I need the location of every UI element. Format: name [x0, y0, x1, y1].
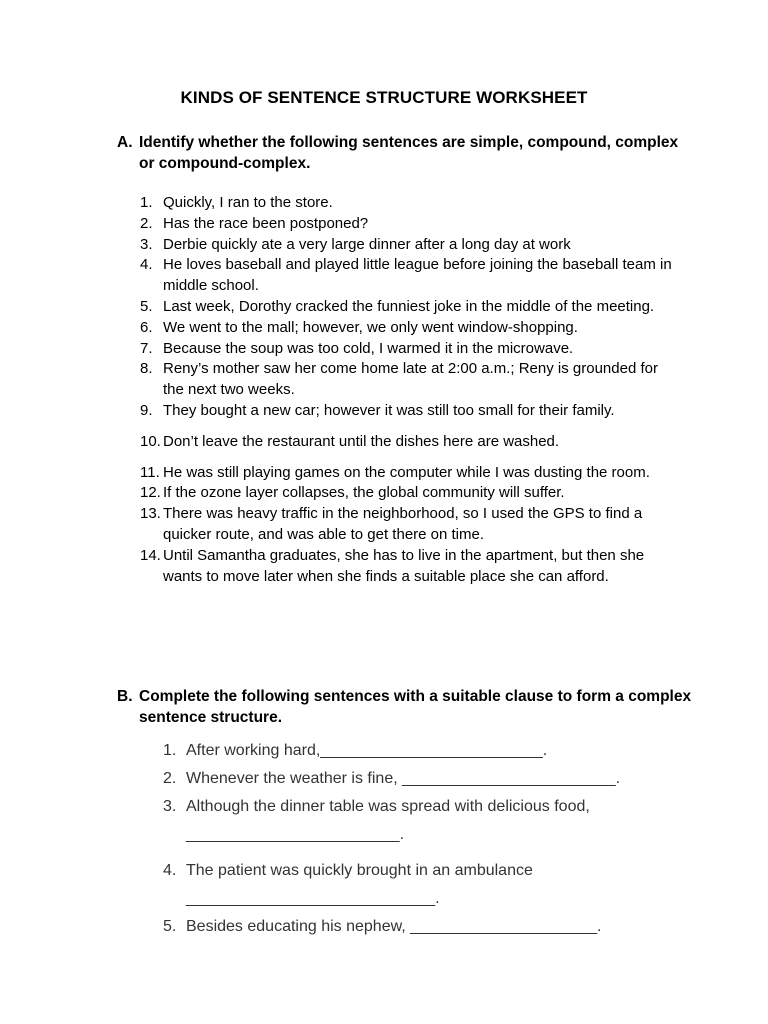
list-item	[140, 235, 680, 256]
list-item	[163, 765, 683, 793]
item-text: Although the dinner table was spread with delicious food, ________________________.	[186, 798, 590, 843]
item-text: He was still playing games on the computer while I was dusting the room.	[163, 463, 650, 481]
item-number: 7.	[140, 339, 153, 357]
list-item	[140, 255, 680, 297]
list-item	[163, 737, 683, 765]
section-a-heading	[117, 132, 697, 174]
list-item	[140, 359, 680, 401]
item-number: 5.	[163, 918, 177, 935]
item-text: There was heavy traffic in the neighborhood, so I used the GPS to find a quicker route, and was able to get there on time.	[163, 505, 643, 543]
item-number: 9.	[140, 401, 153, 419]
section-b-heading	[117, 686, 697, 728]
list-item	[140, 483, 680, 504]
item-text: Quickly, I ran to the store.	[163, 194, 333, 211]
item-text: Derbie quickly ate a very large dinner after a long day at work	[163, 235, 571, 253]
list-item	[140, 463, 680, 484]
item-number: 14.	[140, 546, 161, 564]
list-item	[140, 318, 680, 339]
item-text: Reny’s mother saw her come home late at 2:00 a.m.; Reny is grounded for the next two weeks.	[163, 360, 658, 399]
item-number: 11.	[140, 463, 160, 481]
item-text: Has the race been postponed?	[163, 214, 369, 232]
item-number: 5.	[140, 297, 153, 315]
section-a-letter: A.	[117, 134, 133, 151]
item-text: Don’t leave the restaurant until the dishes here are washed.	[163, 432, 560, 450]
item-text: They bought a new car; however it was still too small for their family.	[163, 401, 615, 419]
item-number: 6.	[140, 318, 153, 336]
section-a-instruction: Identify whether the following sentences are simple, compound, complex or compound-complex.	[139, 134, 679, 172]
list-item	[140, 401, 680, 422]
item-text: Until Samantha graduates, she has to live in the apartment, but then she wants to move later when she finds a suitable place she can afford.	[163, 546, 645, 585]
section-b-letter: B.	[117, 688, 133, 705]
item-text: After working hard,_________________________.	[186, 742, 548, 759]
list-item	[140, 339, 680, 360]
item-number: 8.	[140, 360, 153, 378]
item-text: We went to the mall; however, we only went window-shopping.	[163, 318, 578, 336]
list-item	[140, 193, 680, 214]
worksheet-title: KINDS OF SENTENCE STRUCTURE WORKSHEET	[180, 88, 588, 107]
item-number: 10.	[140, 432, 161, 450]
list-item	[163, 857, 683, 913]
item-number: 12.	[140, 484, 161, 502]
item-number: 2.	[163, 770, 177, 787]
item-number: 1.	[140, 194, 153, 211]
list-item	[163, 793, 683, 849]
list-item	[163, 913, 683, 941]
item-text: Whenever the weather is fine, ________________________.	[186, 770, 621, 787]
item-number: 4.	[163, 862, 177, 879]
item-number: 4.	[140, 256, 153, 274]
item-text: Last week, Dorothy cracked the funniest joke in the middle of the meeting.	[163, 297, 655, 315]
list-item	[140, 214, 680, 235]
item-text: If the ozone layer collapses, the global community will suffer.	[163, 484, 565, 502]
list-item	[140, 432, 680, 453]
section-a-list	[140, 193, 680, 587]
item-number: 2.	[140, 214, 153, 232]
list-item	[140, 546, 680, 588]
section-b-instruction: Complete the following sentences with a suitable clause to form a complex sentence structure.	[139, 688, 692, 726]
item-text: Besides educating his nephew, _____________________.	[186, 918, 602, 935]
list-item	[140, 504, 680, 546]
section-b-list	[163, 737, 683, 941]
list-item	[140, 297, 680, 318]
item-number: 3.	[163, 798, 177, 815]
item-number: 3.	[140, 235, 153, 253]
item-number: 13.	[140, 505, 161, 523]
item-number: 1.	[163, 742, 177, 759]
item-text: Because the soup was too cold, I warmed it in the microwave.	[163, 339, 574, 357]
item-text: The patient was quickly brought in an ambulance ____________________________.	[186, 862, 533, 907]
item-text: He loves baseball and played little league before joining the baseball team in middle school.	[163, 256, 672, 295]
